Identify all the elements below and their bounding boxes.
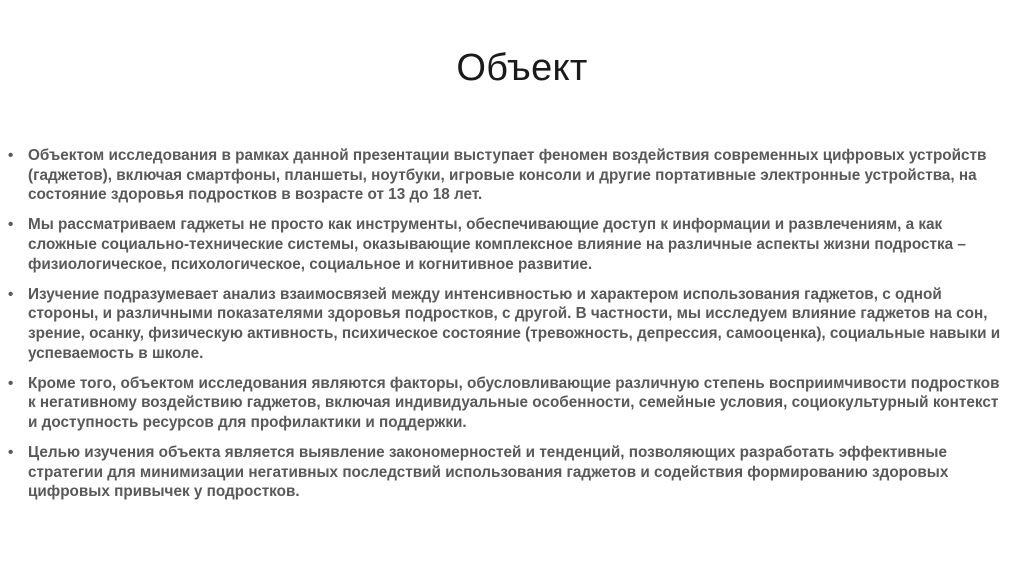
- bullet-text: Кроме того, объектом исследования являются факторы, обусловливающие различную степень восприимчивости подростков к негативному воздействию гаджетов, включая индивидуальные особенности, семейные условия, социокультурный контекст и доступность ресурсов для профилактики и поддержки.: [28, 374, 1000, 431]
- bullet-item-4: [8, 374, 1004, 433]
- bullet-item-2: [8, 215, 1004, 274]
- bullet-item-1: [8, 146, 1004, 205]
- slide-title: Объект: [456, 47, 588, 89]
- bullet-marker: •: [8, 444, 14, 462]
- bullet-marker: •: [8, 216, 14, 234]
- bullet-marker: •: [8, 374, 14, 392]
- bullet-item-3: [8, 285, 1004, 363]
- bullet-text: Объектом исследования в рамках данной презентации выступает феномен воздействия современных цифровых устройств (гаджетов), включая смартфоны, планшеты, ноутбуки, игровые консоли и другие портативные электронные устройства, на состояние здоровья подростков в возрасте от 13 до 18 лет.: [28, 147, 987, 204]
- bullet-text: Целью изучения объекта является выявление закономерностей и тенденций, позволяющих разработать эффективные стратегии для минимизации негативных последствий использования гаджетов и содействия формированию здоровых цифровых привычек у подростков.: [28, 444, 949, 501]
- bullet-text: Изучение подразумевает анализ взаимосвязей между интенсивностью и характером использования гаджетов, с одной стороны, и различными показателями здоровья подростков, с другой. В частности, мы исследуем влияние гаджетов на сон, зрение, осанку, физическую активность, психическое состояние (тревожность, депрессия, самооценка), социальные навыки и успеваемость в школе.: [28, 285, 1001, 362]
- bullet-item-5: [8, 443, 1004, 502]
- bullet-text: Мы рассматриваем гаджеты не просто как инструменты, обеспечивающие доступ к информации и развлечениям, а как сложные социально-технические системы, оказывающие комплексное влияние на различные аспекты жизни подростка – физиологическое, психологическое, социальное и когнитивное развитие.: [28, 216, 966, 273]
- bullet-marker: •: [8, 147, 14, 164]
- bullet-marker: •: [8, 285, 14, 303]
- bullet-list: [8, 146, 1004, 512]
